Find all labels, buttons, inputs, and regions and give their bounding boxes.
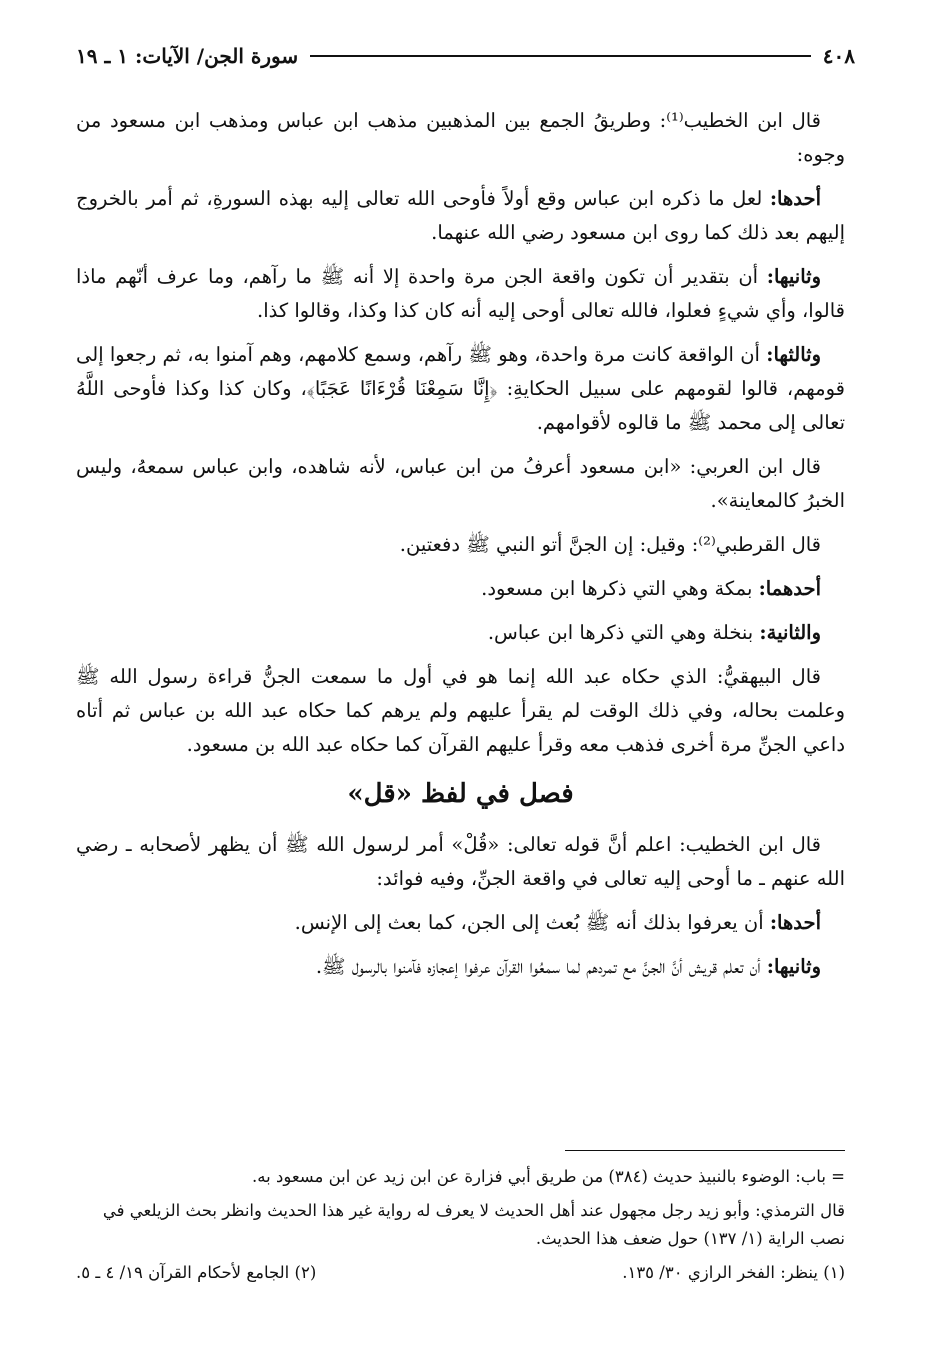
header-rule: [310, 55, 811, 57]
footnote-continued: = باب: الوضوء بالنبيذ حديث (٣٨٤) من طريق أبي فزارة عن ابن زيد عن ابن مسعود به.: [252, 1167, 845, 1186]
paragraph: [76, 906, 845, 940]
paragraph: [76, 182, 845, 250]
paragraph: [76, 828, 845, 896]
paragraph-lead: أحدها:: [769, 911, 821, 934]
paragraph-text: قال ابن العربي: «ابن مسعود أعرفُ من ابن عباس، لأنه شاهده، وابن عباس سمعهُ، وليس الخبرُ كالمعاينة».: [76, 455, 845, 512]
paragraph-text: قال ابن الخطيب⁽¹⁾: وطريقُ الجمع بين المذهبين مذهب ابن عباس ومذهب ابن مسعود من وجوه:: [76, 109, 845, 166]
footnote-1: (١) ينظر: الفخر الرازي ٣٠/ ١٣٥.: [622, 1263, 845, 1282]
paragraph-lead: أحدهما:: [758, 577, 821, 600]
paragraph-text: لعل ما ذكره ابن عباس وقع أولاً فأوحى الله تعالى إليه بهذه السورةِ، ثم أمر بالخروج إليهم بعد ذلك كما روى ابن مسعود رضي الله عنهما.: [76, 187, 845, 244]
paragraph: [76, 572, 845, 606]
paragraph: [76, 338, 845, 440]
paragraph: [76, 660, 845, 762]
footnote-separator: [565, 1150, 845, 1151]
page-number: ٤٠٨: [822, 44, 855, 68]
paragraph: [76, 260, 845, 328]
footnote-references: [76, 1259, 845, 1287]
paragraph-text: أن الواقعة كانت مرة واحدة، وهو ﷺ رآهم، وسمع كلامهم، وهم آمنوا به، ثم رجعوا إلى قومهم، قالوا لقومهم على سبيل الحكايةِ: ﴿إِنَّا سَمِعْنَا قُرْءَانًا عَجَبًا﴾، وكان كذا وكذا فأوحى اللَّهُ تعالى إلى محمد ﷺ ما قالوه لأقوامهم.: [76, 343, 845, 434]
paragraph-lead: وثانيها:: [766, 955, 821, 978]
running-title: سورة الجن/ الآيات: ١ ـ ١٩: [76, 44, 299, 68]
paragraph: [76, 104, 845, 172]
footnote-tirmidhi: قال الترمذي: وأبو زيد رجل مجهول عند أهل الحديث لا يعرف له رواية غير هذا الحديث وانظر بحث الزيلعي في نصب الراية (١/ ١٣٧) حول ضعف هذا الحديث.: [102, 1201, 845, 1248]
paragraph: [76, 450, 845, 518]
page-header: [76, 38, 855, 74]
paragraph-text: أن بتقدير أن تكون واقعة الجن مرة واحدة إلا أنه ﷺ ما رآهم، وما عرف أنّهم ماذا قالوا، وأي شيءٍ فعلوا، فالله تعالى أوحى إليه أنه كان كذا وكذا، وقالوا كذا.: [76, 265, 845, 322]
paragraph-lead: أحدها:: [769, 187, 821, 210]
paragraph-text: بنخلة وهي التي ذكرها ابن عباس.: [487, 621, 754, 644]
paragraph-text: أن يعرفوا بذلك أنه ﷺ بُعث إلى الجن، كما بعث إلى الإنس.: [294, 911, 764, 934]
section-title: فصل في لفظ «قل»: [347, 779, 574, 809]
paragraph-text: قال البيهقيُّ: الذي حكاه عبد الله إنما هو في أول ما سمعت الجنُّ قراءة رسول الله ﷺ وعلمت بحاله، وفي ذلك الوقت لم يقرأ عليهم ولم يرهم كما حكاه عبد الله بن عباس ثم أتاه داعي الجنِّ مرة أخرى فذهب معه وقرأ عليهم القرآن كما حكاه عبد الله بن مسعود.: [76, 665, 845, 756]
footnotes: [76, 1150, 845, 1293]
paragraph: [76, 528, 845, 562]
page-body: [76, 104, 845, 994]
paragraph-lead: وثالثها:: [766, 343, 821, 366]
footnote-2: (٢) الجامع لأحكام القرآن ١٩/ ٤ ـ ٥.: [76, 1263, 317, 1282]
paragraph-text: أن تعلم قريش أنَّ الجنَّ مع تمردهم لما سمعُوا القرآن عرفوا إعجازه فآمنوا بالرسول ﷺ.: [315, 955, 761, 978]
paragraph-text: بمكة وهي التي ذكرها ابن مسعود.: [481, 577, 753, 600]
paragraph: [76, 950, 845, 984]
paragraph: [76, 616, 845, 650]
paragraph-text: قال ابن الخطيب: اعلم أنَّ قوله تعالى: «قُلْ» أمر لرسول الله ﷺ أن يظهر لأصحابه ـ رضي الله عنهم ـ ما أوحى إليه تعالى في واقعة الجنِّ، وفيه فوائد:: [76, 833, 845, 890]
paragraph-lead: والثانية:: [759, 621, 821, 644]
paragraph-lead: وثانيها:: [766, 265, 821, 288]
paragraph-text: قال القرطبي⁽²⁾: وقيل: إن الجنَّ أتو النبي ﷺ دفعتين.: [399, 533, 821, 556]
